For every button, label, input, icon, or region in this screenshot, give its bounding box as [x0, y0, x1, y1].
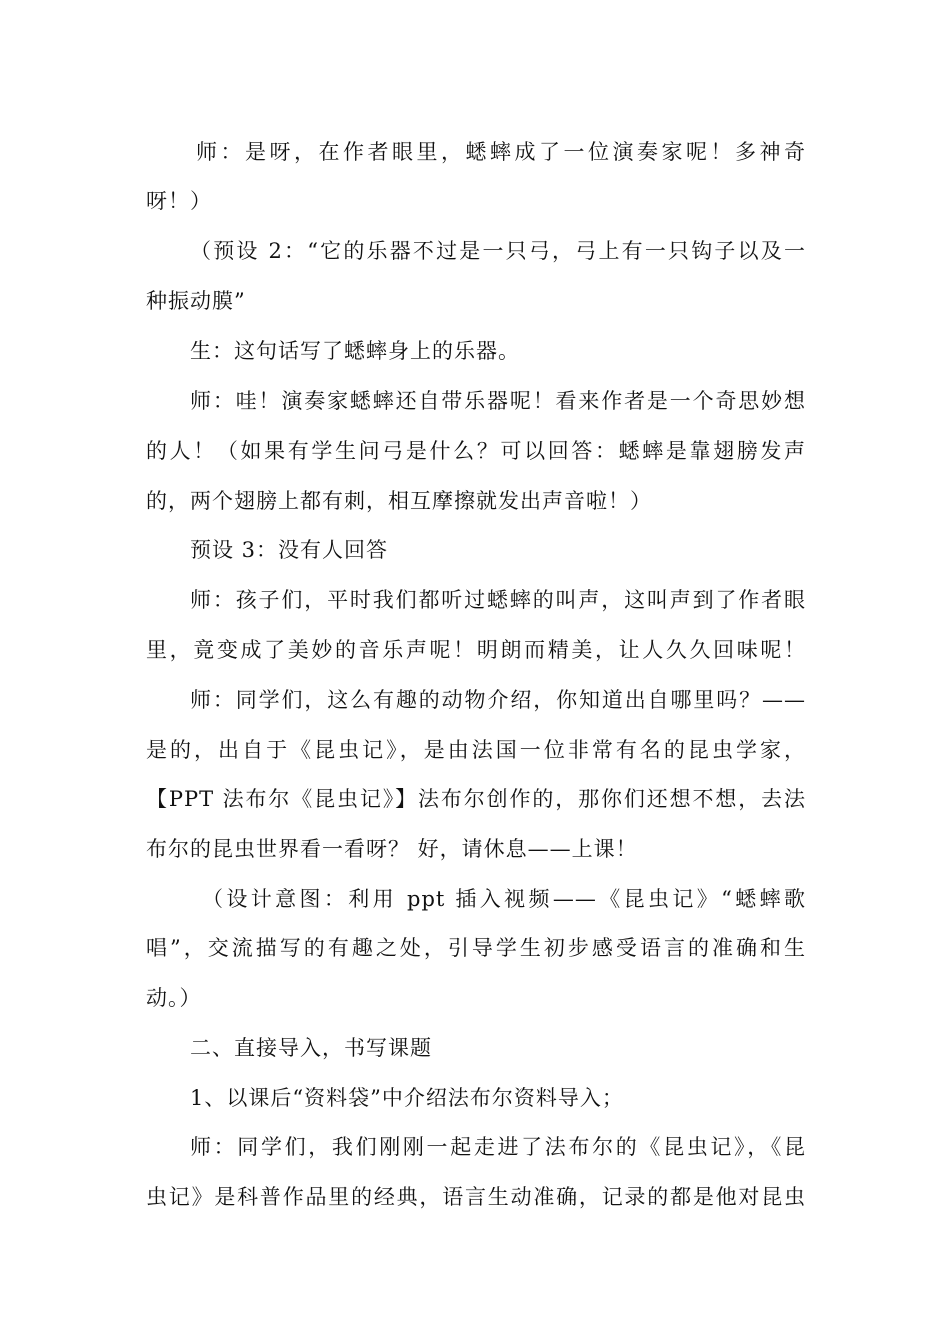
- text-line: 师：哇！演奏家蟋蟀还自带乐器呢！看来作者是一个奇思妙想: [190, 389, 806, 413]
- text-line: 师：是呀，在作者眼里，蟋蟀成了一位演奏家呢！多神奇: [196, 140, 806, 164]
- text-line: 预设 3：没有人回答: [190, 538, 389, 562]
- text-line: 是的，出自于《昆虫记》，是由法国一位非常有名的昆虫学家，: [146, 738, 806, 762]
- section-heading: 二、直接导入，书写课题: [190, 1036, 432, 1060]
- text-line: 布尔的昆虫世界看一看呀？ 好，请休息——上课！: [146, 837, 638, 861]
- text-line: 动。）: [146, 986, 202, 1010]
- text-line: 唱”，交流描写的有趣之处，引导学生初步感受语言的准确和生: [146, 936, 806, 960]
- text-line: 1、以课后“资料袋”中介绍法布尔资料导入；: [190, 1086, 624, 1110]
- text-line: 生：这句话写了蟋蟀身上的乐器。: [190, 339, 520, 363]
- text-line: 师：同学们，这么有趣的动物介绍，你知道出自哪里吗？——: [190, 688, 806, 712]
- text-line: 师：同学们，我们刚刚一起走进了法布尔的《昆虫记》，《昆: [190, 1135, 806, 1159]
- text-line: 的，两个翅膀上都有刺，相互摩擦就发出声音啦！）: [146, 489, 652, 513]
- text-line: 【PPT 法布尔《昆虫记》】法布尔创作的，那你们还想不想，去法: [146, 787, 806, 811]
- text-line: 虫记》是科普作品里的经典，语言生动准确，记录的都是他对昆虫: [146, 1185, 806, 1209]
- text-line: （设计意图：利用 ppt 插入视频——《昆虫记》“蟋蟀歌: [202, 887, 806, 911]
- text-line: 种振动膜”: [146, 289, 246, 313]
- text-line: 的人！（如果有学生问弓是什么？可以回答：蟋蟀是靠翅膀发声: [146, 439, 806, 463]
- text-line: 师：孩子们，平时我们都听过蟋蟀的叫声，这叫声到了作者眼: [190, 588, 806, 612]
- text-line: 里，竟变成了美妙的音乐声呢！明朗而精美，让人久久回味呢！: [146, 638, 806, 662]
- text-line: （预设 2：“它的乐器不过是一只弓，弓上有一只钩子以及一: [190, 239, 806, 263]
- text-line: 呀！）: [146, 189, 212, 213]
